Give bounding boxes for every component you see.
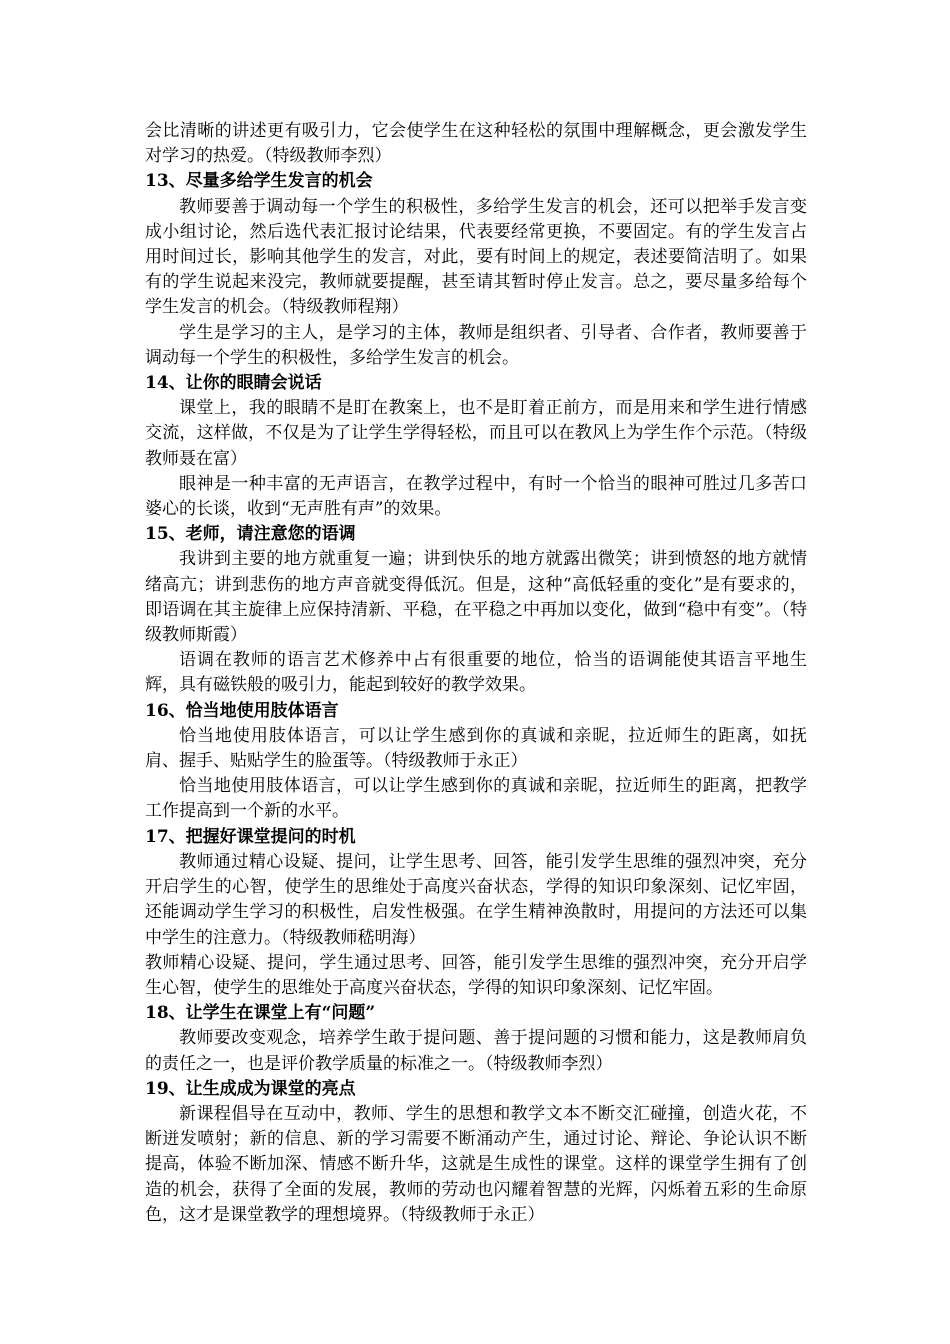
paragraph-16-quote: 恰当地使用肢体语言，可以让学生感到你的真诚和亲昵，拉近师生的距离，如抚肩、握手、贴贴学生的脸蛋等。（特级教师于永正） <box>145 725 807 772</box>
section-heading-16: 16、恰当地使用肢体语言 <box>145 700 339 721</box>
section-heading-19: 19、让生成成为课堂的亮点 <box>145 1078 356 1099</box>
paragraph-continuation: 会比清晰的讲述更有吸引力，它会使学生在这种轻松的氛围中理解概念，更会激发学生对学习的热爱。（特级教师李烈） <box>145 121 807 167</box>
paragraph-15-comment: 语调在教师的语言艺术修养中占有很重要的地位，恰当的语调能使其语言平地生辉，具有磁铁般的吸引力，能起到较好的教学效果。 <box>145 650 807 696</box>
paragraph-15-quote: 我讲到主要的地方就重复一遍；讲到快乐的地方就露出微笑；讲到愤怒的地方就情绪高亢；讲到悲伤的地方声音就变得低沉。但是，这种“高低轻重的变化”是有要求的，即语调在其主旋律上应保持清新、平稳，在平稳之中再加以变化，做到“稳中有变”。（特级教师斯霞） <box>145 549 807 646</box>
section-heading-13: 13、尽量多给学生发言的机会 <box>145 171 373 192</box>
document-page <box>145 119 807 1228</box>
section-heading-14: 14、让你的眼睛会说话 <box>145 373 322 394</box>
section-heading-18: 18、让学生在课堂上有“问题” <box>145 1003 376 1024</box>
paragraph-17-quote: 教师通过精心设疑、提问，让学生思考、回答，能引发学生思维的强烈冲突，充分开启学生的心智，使学生的思维处于高度兴奋状态，学得的知识印象深刻、记忆牢固，还能调动学生学习的积极性，启发性极强。在学生精神涣散时，用提问的方法还可以集中学生的注意力。（特级教师嵇明海） <box>145 851 807 948</box>
paragraph-14-comment: 眼神是一种丰富的无声语言，在教学过程中，有时一个恰当的眼神可胜过几多苦口婆心的长谈，收到“无声胜有声”的效果。 <box>145 473 807 520</box>
paragraph-16-comment: 恰当地使用肢体语言，可以让学生感到你的真诚和亲昵，拉近师生的距离，把教学工作提高到一个新的水平。 <box>145 776 807 822</box>
section-heading-17: 17、把握好课堂提问的时机 <box>145 826 356 847</box>
paragraph-13-comment: 学生是学习的主人，是学习的主体，教师是组织者、引导者、合作者，教师要善于调动每一个学生的积极性，多给学生发言的机会。 <box>145 322 807 368</box>
paragraph-13-quote: 教师要善于调动每一个学生的积极性，多给学生发言的机会，还可以把举手发言变成小组讨论，然后选代表汇报讨论结果，代表要经常更换，不要固定。有的学生发言占用时间过长，影响其他学生的发言，对此，要有时间上的规定，表述要简洁明了。如果有的学生说起来没完，教师就要提醒，甚至请其暂时停止发言。总之，要尽量多给每个学生发言的机会。（特级教师程翔） <box>145 196 807 318</box>
section-heading-15: 15、老师，请注意您的语调 <box>145 524 356 545</box>
paragraph-14-quote: 课堂上，我的眼睛不是盯在教案上，也不是盯着正前方，而是用来和学生进行情感交流，这样做，不仅是为了让学生学得轻松，而且可以在教风上为学生作个示范。（特级教师聂在富） <box>145 398 807 469</box>
paragraph-19-quote: 新课程倡导在互动中，教师、学生的思想和教学文本不断交汇碰撞，创造火花，不断迸发喷射；新的信息、新的学习需要不断涌动产生，通过讨论、辩论、争论认识不断提高，体验不断加深、情感不断升华，这就是生成性的课堂。这样的课堂学生拥有了创造的机会，获得了全面的发展，教师的劳动也闪耀着智慧的光辉，闪烁着五彩的生命原色，这才是课堂教学的理想境界。（特级教师于永正） <box>145 1103 807 1225</box>
paragraph-17-comment: 教师精心设疑、提问，学生通过思考、回答，能引发学生思维的强烈冲突，充分开启学生心智，使学生的思维处于高度兴奋状态，学得的知识印象深刻、记忆牢固。 <box>145 952 807 998</box>
paragraph-18-quote: 教师要改变观念，培养学生敢于提问题、善于提问题的习惯和能力，这是教师肩负的责任之一，也是评价教学质量的标准之一。（特级教师李烈） <box>145 1028 807 1074</box>
